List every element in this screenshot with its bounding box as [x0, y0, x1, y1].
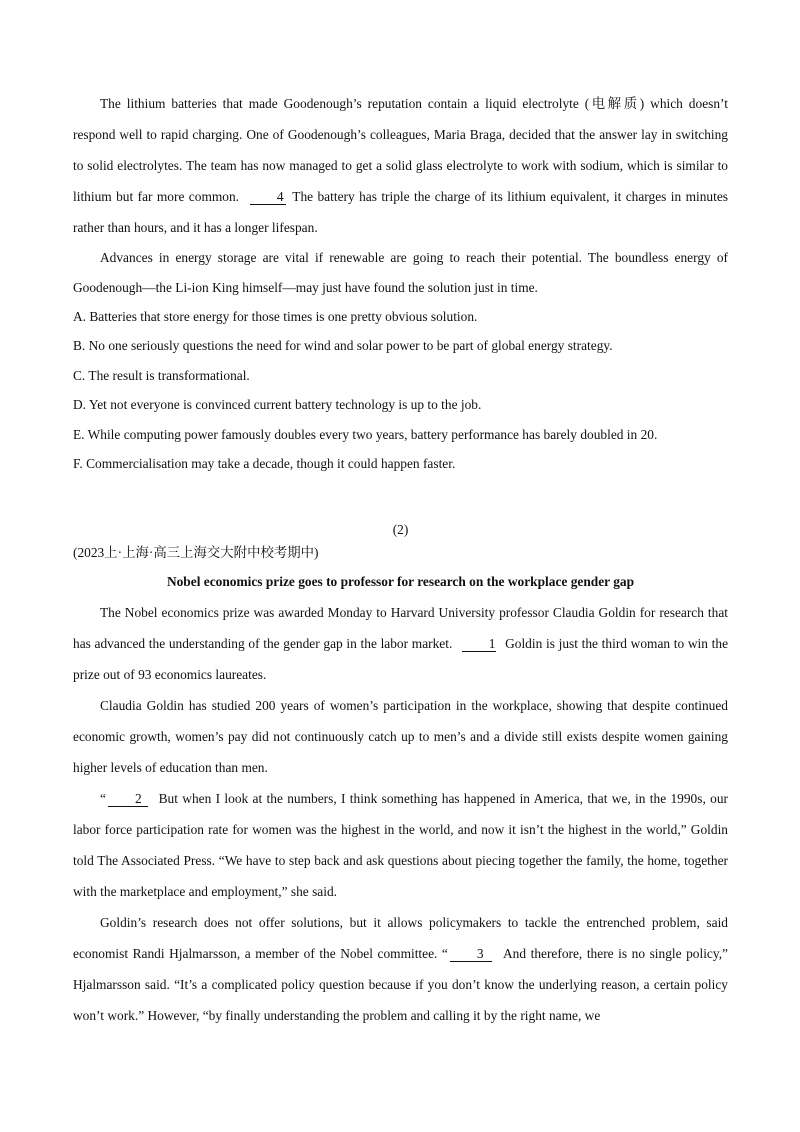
blank-4[interactable]: 4 [250, 189, 286, 205]
paragraph-nobel-award [73, 597, 728, 690]
option-f: F. Commercialisation may take a decade, though it could happen faster. [73, 456, 456, 472]
blank-2[interactable]: 2 [108, 791, 148, 807]
paragraph-goldin-quote [73, 783, 728, 907]
document-page [73, 88, 728, 1031]
paragraph-energy-storage: Advances in energy storage are vital if renewable are going to reach their potential. The boundless energy of Goodenough—the Li-ion King himself—may just have found the solution just in time. [73, 250, 728, 295]
option-d: D. Yet not everyone is convinced current battery technology is up to the job. [73, 397, 482, 413]
option-c: C. The result is transformational. [73, 367, 250, 383]
paragraph-text: Goldin’s research does not offer solutions, but it allows policymakers to tackle the entrenched problem, said economist Randi Hjalmarsson, a member of the Nobel committee. “ [73, 915, 728, 962]
paragraph-text: The battery has triple the charge of its lithium equivalent, it charges in minutes rather than hours, and it has a longer lifespan. [73, 189, 728, 235]
option-e: E. While computing power famously doubles every two years, battery performance has barely doubled in 20. [73, 426, 658, 442]
exam-source: (2023上·上海·高三上海交大附中校考期中) [73, 545, 319, 561]
paragraph-text: The lithium batteries that made Goodenough’s reputation contain a liquid electrolyte (电解质) which doesn’t respond well to rapid charging. One of Goodenough’s colleagues, Maria Braga, decided that the answer lay in switching to solid electrolytes. The team has now managed to get a solid glass electrolyte to work with sodium, which is similar to lithium but far more common. [73, 96, 728, 204]
section-number: (2) [392, 522, 409, 538]
paragraph-text: But when I look at the numbers, I think something has happened in America, that we, in the 1990s, our labor force participation rate for women was the highest in the world, and now it isn’t the highest in the world,” Goldin told The Associated Press. “We have to step back and ask questions about piecing together the family, the home, together with the marketplace and employment,” she said. [73, 791, 728, 900]
paragraph-text: And therefore, there is no single policy,” Hjalmarsson said. “It’s a complicated policy question because if you don’t know the underlying reason, a certain policy won’t work.” However, “by finally understanding the problem and calling it by the right name, we [73, 946, 728, 1024]
options-list [73, 302, 728, 478]
article-title: Nobel economics prize goes to professor for research on the workplace gender gap [166, 574, 635, 590]
option-b: B. No one seriously questions the need for wind and solar power to be part of global energy strategy. [73, 338, 613, 354]
paragraph-text: “ [100, 791, 106, 807]
paragraph-text: The Nobel economics prize was awarded Monday to Harvard University professor Claudia Goldin for research that has advanced the understanding of the gender gap in the labor market. [73, 605, 728, 652]
option-a: A. Batteries that store energy for those times is one pretty obvious solution. [73, 309, 478, 324]
paragraph-goldin-study: Claudia Goldin has studied 200 years of women’s participation in the workplace, showing that despite continued economic growth, women’s pay did not continuously catch up to men’s and a divide still exists despite women gaining higher levels of education than men. [73, 698, 728, 776]
paragraph-battery-electrolyte [73, 88, 728, 243]
blank-3[interactable]: 3 [450, 946, 492, 962]
paragraph-hjalmarsson [73, 907, 728, 1031]
paragraph-text: Goldin is just the third woman to win the prize out of 93 economics laureates. [73, 636, 729, 683]
blank-1[interactable]: 1 [462, 636, 496, 652]
